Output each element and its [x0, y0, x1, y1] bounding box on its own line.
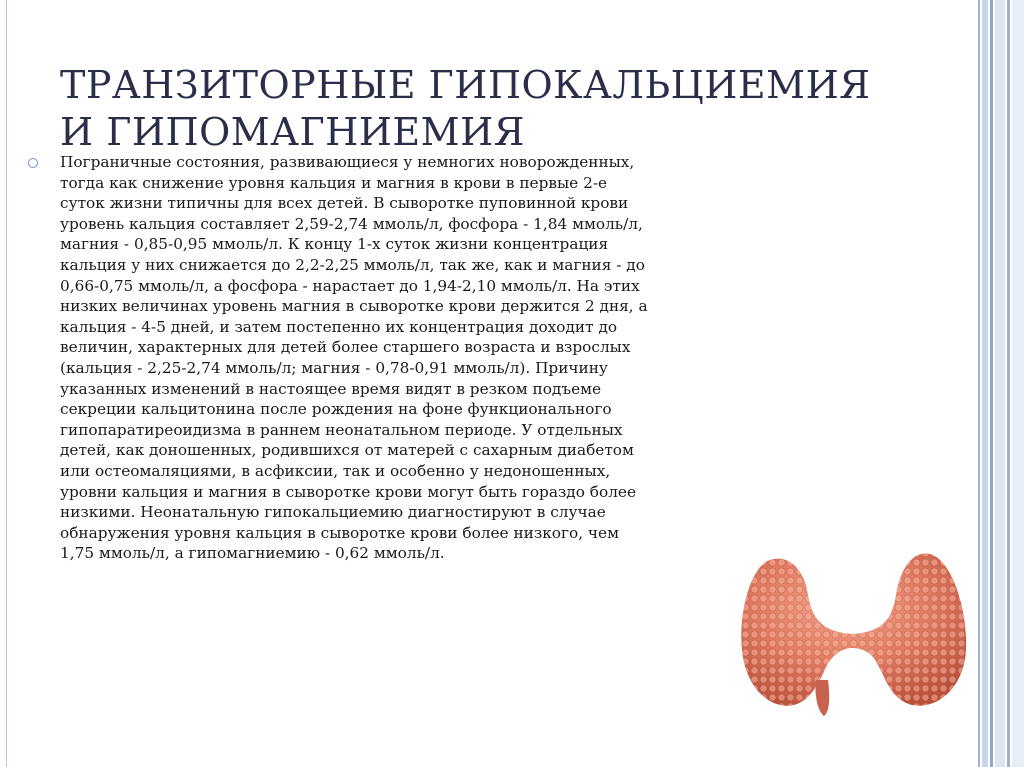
- body-line: указанных изменений в настоящее время видят в резком подъеме: [60, 379, 602, 398]
- slide-title-line-1: ТРАНЗИТОРНЫЕ ГИПОКАЛЬЦИЕМИЯ: [60, 63, 871, 107]
- body-line: тогда как снижение уровня кальция и магния в крови в первые 2-е: [60, 173, 608, 192]
- body-line: детей, как доношенных, родившихся от матерей с сахарным диабетом: [60, 441, 634, 460]
- thyroid-gland-icon: [732, 540, 972, 720]
- body-line: (кальция - 2,25-2,74 ммоль/л; магния - 0,78-0,91 ммоль/л). Причину: [60, 358, 608, 377]
- body-line: низкими. Неонатальную гипокальциемию диагностируют в случае: [60, 503, 606, 522]
- body-line: или остеомаляциями, в асфиксии, так и особенно у недоношенных,: [60, 461, 611, 480]
- body-line: уровень кальция составляет 2,59-2,74 ммоль/л, фосфора - 1,84 ммоль/л,: [60, 214, 643, 233]
- body-line: кальция у них снижается до 2,2-2,25 ммоль/л, так же, как и магния - до: [60, 255, 645, 274]
- body-line: кальция - 4-5 дней, и затем постепенно их концентрация доходит до: [60, 317, 618, 336]
- slide-title: [60, 62, 950, 156]
- body-line: обнаружения уровня кальция в сыворотке крови более низкого, чем: [60, 523, 619, 542]
- body-line: 0,66-0,75 ммоль/л, а фосфора - нарастает до 1,94-2,10 ммоль/л. На этих: [60, 276, 640, 295]
- body-line: магния - 0,85-0,95 ммоль/л. К концу 1-х суток жизни концентрация: [60, 235, 609, 254]
- slide-title-line-2: И ГИПОМАГНИЕМИЯ: [60, 110, 525, 154]
- body-line: гипопаратиреоидизма в раннем неонатальном периоде. У отдельных: [60, 420, 623, 439]
- body-line: величин, характерных для детей более старшего возраста и взрослых: [60, 338, 631, 357]
- body-line: секреции кальцитонина после рождения на фоне функционального: [60, 400, 612, 419]
- body-line: Пограничные состояния, развивающиеся у немногих новорожденных,: [60, 153, 635, 171]
- body-line: низких величинах уровень магния в сыворотке крови держится 2 дня, а: [60, 297, 648, 316]
- body-line: уровни кальция и магния в сыворотке крови могут быть гораздо более: [60, 482, 637, 501]
- body-line: суток жизни типичны для всех детей. В сыворотке пуповинной крови: [60, 194, 629, 213]
- left-border-line: [6, 0, 7, 767]
- body-paragraph: [60, 152, 850, 564]
- body-line: 1,75 ммоль/л, а гипомагниемию - 0,62 ммоль/л.: [60, 544, 445, 563]
- right-decorative-stripes: [978, 0, 1024, 767]
- hollow-circle-bullet-icon: [28, 158, 38, 168]
